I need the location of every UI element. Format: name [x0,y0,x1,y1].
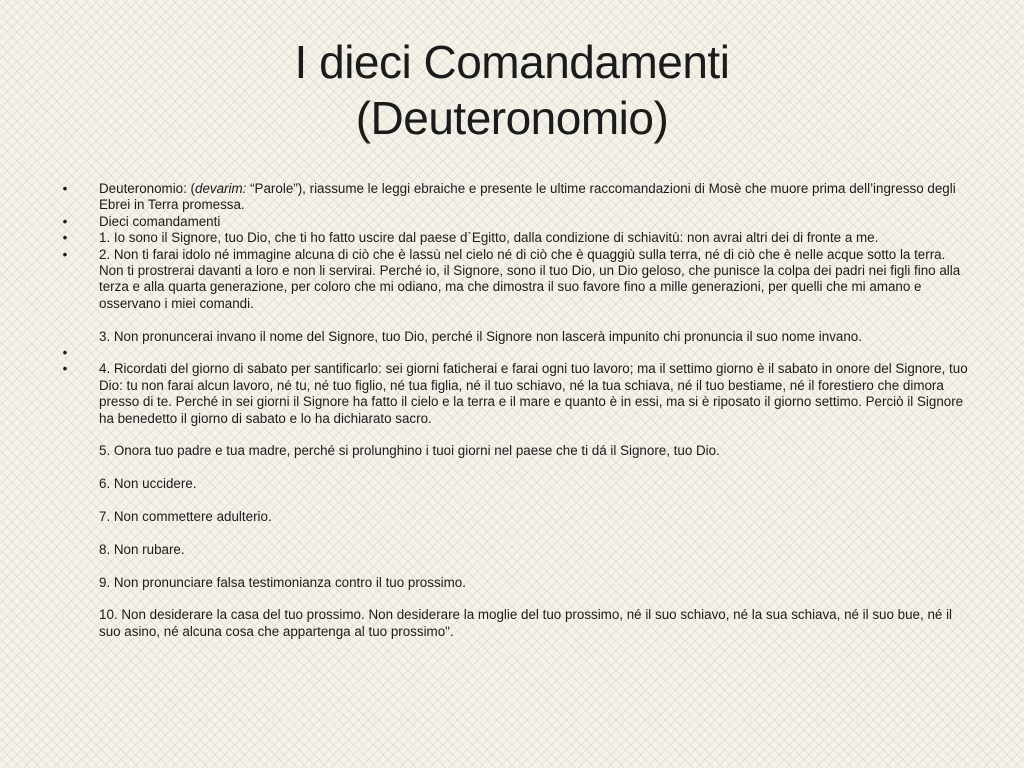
commandment-9: 9. Non pronunciare falsa testimonianza contro il tuo prossimo. [99,574,466,590]
commandment-1: 1. Io sono il Signore, tuo Dio, che ti ho fatto uscire dal paese d`Egitto, dalla condizione di schiavitù: non avrai altri dei di fronte a me. [99,230,879,246]
title-line-2: (Deuteronomio) [355,92,669,144]
bullet-icon: • [62,181,68,196]
commandment-3: 3. Non pronuncerai invano il nome del Signore, tuo Dio, perché il Signore non lascerà impunito chi pronuncia il suo nome invano. [99,328,862,344]
list-item-heading [58,214,968,230]
commandment-7: 7. Non commettere adulterio. [99,509,272,525]
list-item-commandments-2-3 [58,247,968,345]
commandment-10: 10. Non desiderare la casa del tuo prossimo. Non desiderare la moglie del tuo prossimo, né il suo schiavo, né la sua schiava, né il suo bue, né il suo asino, né alcuna cosa che appartenga al tuo prossimo". [99,607,953,639]
list-item-empty [58,345,968,361]
bullet-list [58,181,968,640]
bullet-icon: • [62,230,68,246]
commandment-2: 2. Non ti farai idolo né immagine alcuna di ciò che è lassù nel cielo né di ciò che è quaggiù sulla terra, né di ciò che è nelle acque sotto la terra. Non ti prostrerai davanti a loro e non li servirai. Perché io, il Signore, sono il tuo Dio, un Dio geloso, che punisce la colpa dei padri nei figli fino alla terza e alla quarta generazione, per coloro che mi odiano, ma che dimostra il suo favore fino a mille generazioni, per quelli che mi amano e osservano i miei comandi. [99,246,961,311]
list-item-intro [58,181,968,214]
slide-title [60,34,964,146]
commandment-4: 4. Ricordati del giorno di sabato per santificarlo: sei giorni faticherai e farai ogni tuo lavoro; ma il settimo giorno è il sabato in onore del Signore, tuo Dio: tu non farai alcun lavoro, né tu, né tuo figlio, né tua figlia, né il tuo schiavo, né la tua schiava, né il tuo bestiame, né il forestiero che dimora presso di te. Perché in sei giorni il Signore ha fatto il cielo e la terra e il mare e quanto è in essi, ma si è riposato il giorno settimo. Perciò il Signore ha benedetto il giorno di sabato e lo ha dichiarato sacro. [99,361,968,426]
intro-suffix: “Parole”), riassume le leggi ebraiche e presente le ultime raccomandazioni di Mosè che muore prima dell’ingresso degli Ebrei in Terra promessa. [99,181,956,213]
commandment-5: 5. Onora tuo padre e tua madre, perché si prolunghino i tuoi giorni nel paese che ti dá il Signore, tuo Dio. [99,443,720,459]
commandment-6: 6. Non uccidere. [99,476,197,492]
commandment-8: 8. Non rubare. [99,541,185,557]
bullet-icon: • [62,361,68,377]
bullet-icon: • [62,345,68,361]
bullet-icon: • [62,213,68,229]
intro-prefix: Deuteronomio: ( [99,181,196,196]
list-item-commandment-1 [58,230,968,246]
title-line-1: I dieci Comandamenti [294,36,730,88]
heading-text: Dieci comandamenti [99,213,221,229]
list-item-commandments-4-10 [58,361,968,640]
intro-italic: devarim: [195,181,247,196]
bullet-icon: • [62,246,68,262]
